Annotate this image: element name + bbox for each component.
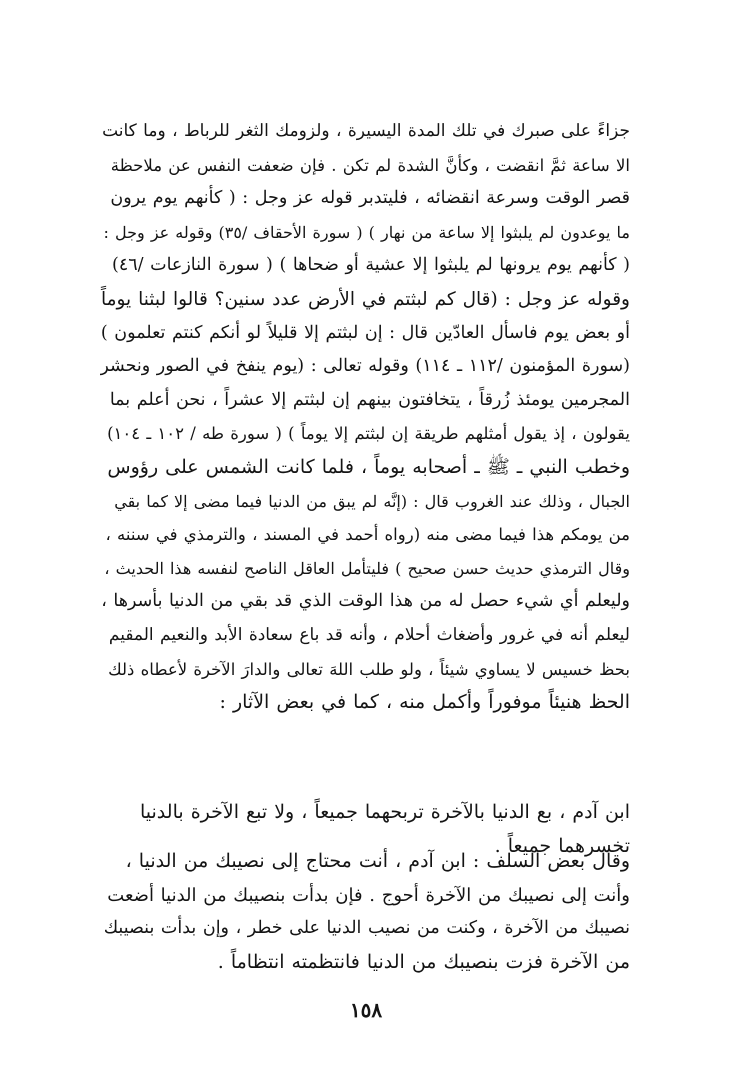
text-line: الجبال ، وذلك عند الغروب قال : (إنَّه لم يبق من الدنيا فيما مضى إلا كما بقي: [114, 491, 630, 511]
text-line: وخطب النبي ـ ﷺ ـ أصحابه يوماً ، فلما كانت الشمس على رؤوس: [107, 455, 630, 478]
text-line: ابن آدم ، بع الدنيا بالآخرة تربحهما جميعاً ، ولا تبع الآخرة بالدنيا: [140, 801, 630, 823]
text-line: المجرمين يومئذ زُرقاً ، يتخافتون بينهم إن لبثتم إلا عشراً ، نحن أعلم بما: [109, 389, 630, 410]
text-line: الا ساعة ثمَّ انقضت ، وكأنَّ الشدة لم تكن . فإن ضعفت النفس عن ملاحظة: [110, 155, 630, 175]
text-line: من الآخرة فزت بنصيبك من الدنيا فانتظمته انتظاماً .: [217, 950, 630, 973]
text-line: وأنت إلى نصيبك من الآخرة أحوج . فإن بدأت بنصيبك من الدنيا أضعت: [107, 884, 630, 906]
text-line: يقولون ، إذ يقول أمثلهم طريقة إن لبثتم إلا يوماً ) ( سورة طه / ١٠٢ ـ ١٠٤): [107, 424, 630, 444]
text-line: جزاءً على صبرك في تلك المدة اليسيرة ، ولزومك الثغر للرباط ، وما كانت: [102, 121, 630, 141]
paragraph-main: [100, 115, 630, 720]
text-line: نصيبك من الآخرة ، وكنت من نصيب الدنيا على خطر ، وإن بدأت بنصيبك: [103, 918, 630, 939]
text-line: تخسرهما جميعاً .: [494, 834, 630, 857]
text-line: وقوله عز وجل : (قال كم لبثتم في الأرض عدد سنين؟ قالوا لبثنا يوماً: [100, 288, 630, 310]
text-line: بحظ خسيس لا يساوي شيئاً ، ولو طلب اللهَ تعالى والدارَ الآخرة لأعطاه ذلك: [108, 659, 630, 679]
text-line: ( كأنهم يوم يرونها لم يلبثوا إلا عشية أو ضحاها ) ( سورة النازعات /٤٦): [112, 255, 630, 276]
text-line: (سورة المؤمنون /١١٢ ـ ١١٤) وقوله تعالى : (يوم ينفخ في الصور ونحشر: [100, 356, 630, 377]
text-line: الحظ هنيئاً موفوراً وأكمل منه ، كما في بعض الآثار :: [219, 691, 630, 714]
text-line: قصر الوقت وسرعة انقضائه ، فليتدبر قوله عز وجل : ( كأنهم يوم يرون: [110, 188, 630, 209]
paragraph-salaf: [100, 845, 630, 979]
page-number: ١٥٨: [349, 998, 383, 1022]
text-line: وقال بعض السلف : ابن آدم ، أنت محتاج إلى نصيبك من الدنيا ،: [125, 850, 630, 872]
text-line: وليعلم أي شيء حصل له من هذا الوقت الذي قد بقي من الدنيا بأسرها ،: [101, 591, 630, 612]
text-line: ما يوعدون لم يلبثوا إلا ساعة من نهار ) ( سورة الأحقاف /٣٥) وقوله عز وجل :: [103, 222, 630, 242]
text-line: أو بعض يوم فاسأل العادّين قال : إن لبثتم إلا قليلاً لو أنكم كنتم تعلمون ): [100, 322, 630, 343]
text-line: من يومكم هذا فيما مضى منه (رواه أحمد في المسند ، والترمذي في سننه ،: [105, 525, 630, 545]
text-line: ليعلم أنه في غرور وأضغاث أحلام ، وأنه قد باع سعادة الأبد والنعيم المقيم: [108, 624, 630, 645]
text-line: وقال الترمذي حديث حسن صحيح ) فليتأمل العاقل الناصح لنفسه هذا الحديث ،: [104, 558, 630, 578]
